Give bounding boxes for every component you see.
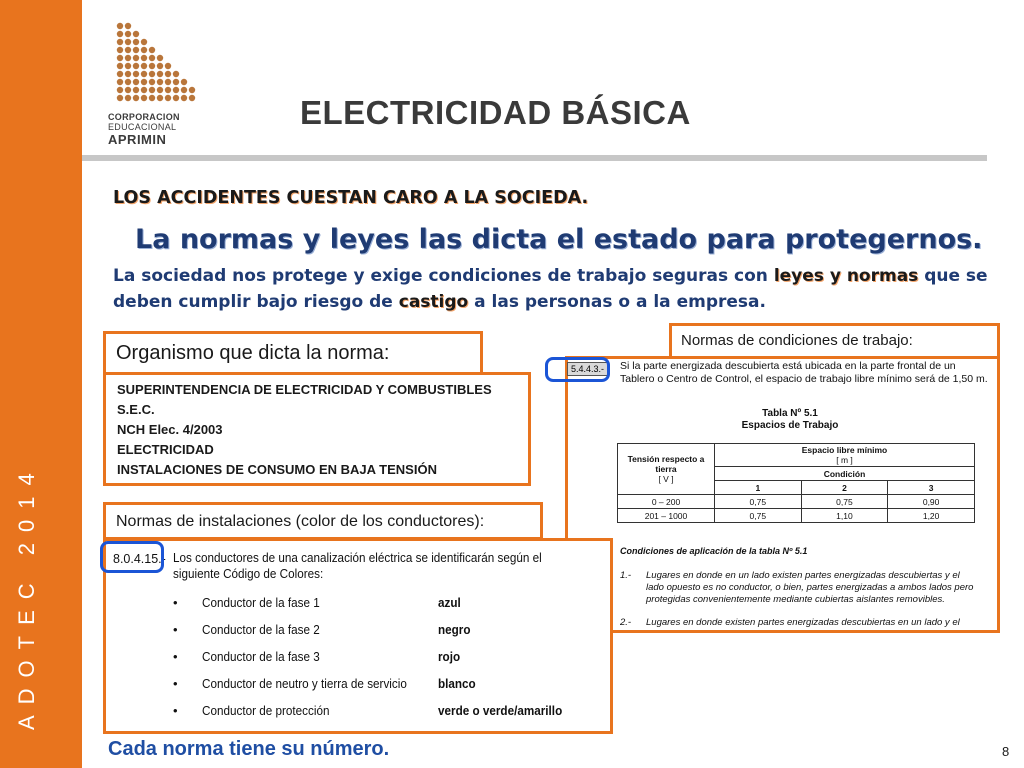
conductor-name: Conductor de protección xyxy=(202,703,330,718)
condition-text: Lugares en donde en un lado existen partes energizadas descubiertas y el lado opuesto es no conductor, o bien, partes energizadas a ambos lados pero protegidas convenientemente mediante cubiertas aislantes removibles. xyxy=(646,570,974,605)
table-header-condition: Condición xyxy=(715,467,975,481)
organismo-line: ELECTRICIDAD xyxy=(117,442,214,457)
instalaciones-label: Normas de instalaciones (color de los conductores): xyxy=(116,513,485,530)
organismo-line: SUPERINTENDENCIA DE ELECTRICIDAD Y COMBUSTIBLES xyxy=(117,382,492,397)
conductor-name: Conductor de la fase 1 xyxy=(202,595,320,610)
table-title: Tabla Nº 5.1 xyxy=(762,408,818,419)
subheadline: La normas y leyes las dicta el estado para protegernos. xyxy=(135,224,983,255)
table-header-voltage: Tensión respecto a tierra [ V ] xyxy=(618,444,715,495)
logo-line-corporacion: CORPORACION xyxy=(108,112,180,122)
table-cell: 1,20 xyxy=(888,509,975,523)
table-condition-cell: 2 xyxy=(801,481,888,495)
side-band xyxy=(0,0,82,768)
condition-text: Lugares en donde existen partes energizadas descubiertas en un lado y el xyxy=(646,617,960,628)
table-header-row xyxy=(618,444,975,467)
instalaciones-paragraph: Los conductores de una canalización eléctrica se identificarán según el siguiente Código de Colores: xyxy=(173,550,542,581)
organismo-line: INSTALACIONES DE CONSUMO EN BAJA TENSIÓN xyxy=(117,462,437,477)
logo-line-educacional: EDUCACIONAL xyxy=(108,122,177,132)
table-cell: 0,90 xyxy=(888,495,975,509)
bullet: • xyxy=(173,595,178,610)
instalaciones-norm-code: 8.0.4.15.- xyxy=(113,552,166,566)
conductor-color: azul xyxy=(438,595,461,610)
side-caption: ADOTEC 2014 xyxy=(14,462,39,730)
bullet: • xyxy=(173,703,178,718)
table-condition-cell: 1 xyxy=(715,481,802,495)
conductor-color: verde o verde/amarillo xyxy=(438,703,563,718)
color-code-row xyxy=(173,703,593,721)
organismo-label: Organismo que dicta la norma: xyxy=(116,342,390,364)
logo-line-aprimin: APRIMIN xyxy=(108,132,167,147)
condition-item xyxy=(620,570,975,610)
organismo-label-box xyxy=(103,331,483,376)
intro-part-3: a las personas o a la empresa. xyxy=(468,292,766,312)
condition-number: 2.- xyxy=(620,617,632,628)
logo-wordmark xyxy=(108,112,200,147)
intro-emphasis-punishment: castigo xyxy=(398,292,469,312)
bullet: • xyxy=(173,622,178,637)
table-subtitle: Espacios de Trabajo xyxy=(741,420,839,431)
instalaciones-code-highlight xyxy=(100,541,164,573)
color-code-row xyxy=(173,622,593,640)
intro-emphasis-laws: leyes y normas xyxy=(773,266,919,286)
condition-item xyxy=(620,617,975,631)
color-code-row xyxy=(173,649,593,667)
work-space-table xyxy=(617,443,975,523)
trabajo-label-box xyxy=(669,323,1000,359)
intro-part-1: La sociedad nos protege y exige condiciones de trabajo seguras con xyxy=(113,266,774,286)
aprimin-logo xyxy=(108,20,200,150)
table-cell: 0,75 xyxy=(715,509,802,523)
trabajo-norm-code: 5.4.4.3.- xyxy=(567,362,608,376)
conductor-name: Conductor de la fase 3 xyxy=(202,649,320,664)
conditions-title: Condiciones de aplicación de la tabla Nº 5.1 xyxy=(620,546,808,556)
intro-part-2: que se deben cumplir bajo riesgo de xyxy=(113,266,988,312)
table-heading xyxy=(700,408,880,432)
instalaciones-label-box xyxy=(103,502,543,540)
table-condition-cell: 3 xyxy=(888,481,975,495)
trabajo-paragraph: Si la parte energizada descubierta está ubicada en la parte frontal de un Tablero o Centro de Control, el espacio de trabajo libre mínimo será de 1,50 m. xyxy=(620,360,988,385)
table-cell: 0,75 xyxy=(801,495,888,509)
conductor-name: Conductor de neutro y tierra de servicio xyxy=(202,676,407,691)
trabajo-label: Normas de condiciones de trabajo: xyxy=(681,332,913,349)
conductor-color: rojo xyxy=(438,649,461,664)
conductor-color: negro xyxy=(438,622,471,637)
bullet: • xyxy=(173,676,178,691)
logo-dots-graphic xyxy=(108,20,200,112)
footer-note: Cada norma tiene su número. xyxy=(108,738,390,760)
color-code-row xyxy=(173,595,593,613)
conductor-name: Conductor de la fase 2 xyxy=(202,622,320,637)
color-code-row xyxy=(173,676,593,694)
organismo-details-box xyxy=(103,372,531,486)
table-cell-range: 201 – 1000 xyxy=(618,509,715,523)
title-divider xyxy=(82,155,987,161)
headline: LOS ACCIDENTES CUESTAN CARO A LA SOCIEDA. xyxy=(113,188,589,208)
bullet: • xyxy=(173,649,178,664)
trabajo-code-highlight xyxy=(545,357,610,382)
table-cell-range: 0 – 200 xyxy=(618,495,715,509)
slide-title: ELECTRICIDAD BÁSICA xyxy=(300,94,691,131)
intro-paragraph xyxy=(113,263,993,315)
conductor-color: blanco xyxy=(438,676,476,691)
organismo-line: S.E.C. xyxy=(117,402,155,417)
table-cell: 0,75 xyxy=(715,495,802,509)
page-number: 8 xyxy=(1002,744,1010,759)
table-header-space: Espacio libre mínimo [ m ] xyxy=(715,444,975,467)
table-row xyxy=(618,495,975,509)
organismo-line: NCH Elec. 4/2003 xyxy=(117,422,223,437)
table-cell: 1,10 xyxy=(801,509,888,523)
condition-number: 1.- xyxy=(620,570,632,581)
table-row xyxy=(618,509,975,523)
